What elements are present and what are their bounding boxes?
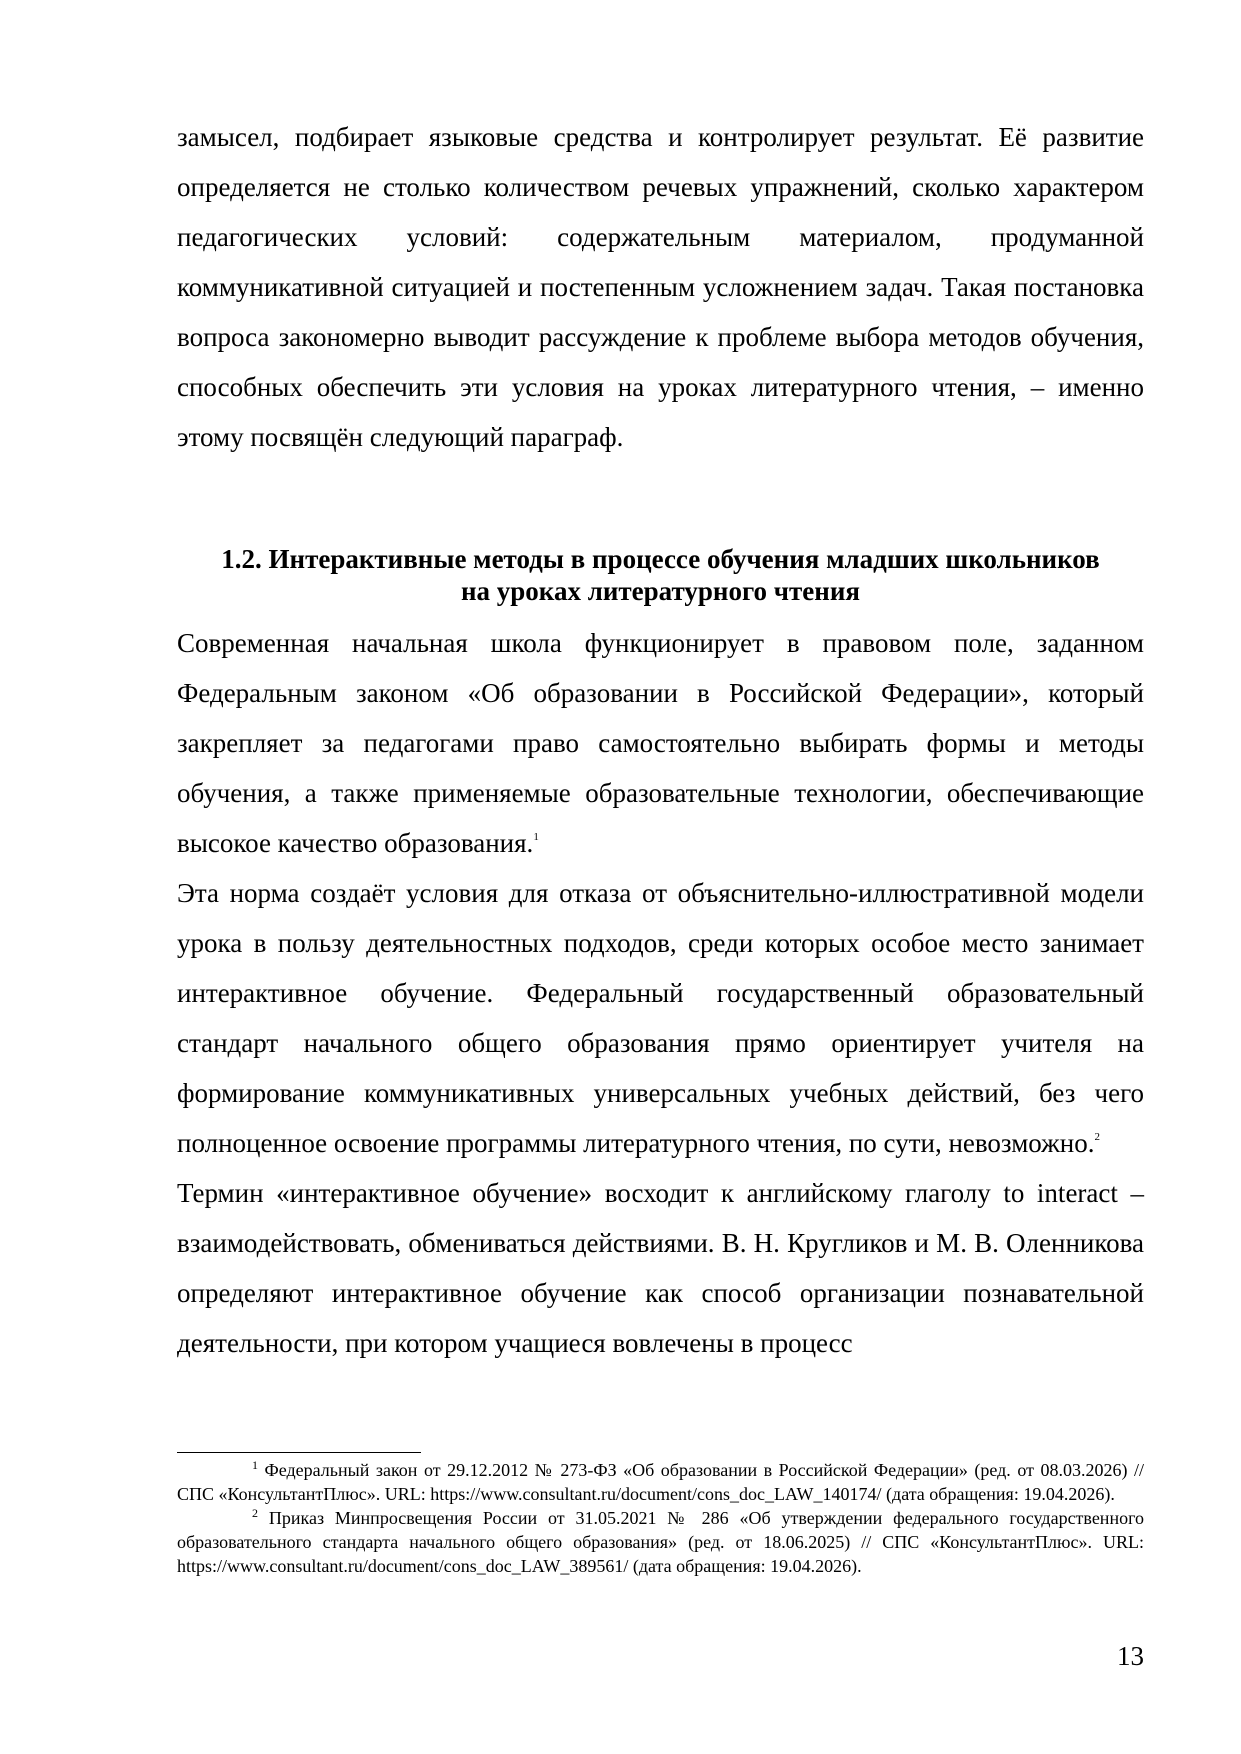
footnote-number: 1: [252, 1458, 258, 1472]
footnote-item: [177, 1458, 1144, 1506]
section-heading: [177, 543, 1144, 607]
paragraph-fgos: [177, 868, 1144, 1168]
paragraph-term-definition: [177, 1168, 1144, 1368]
footnotes: [177, 1458, 1144, 1578]
footnote-item: [177, 1506, 1144, 1578]
paragraph-continued: замысел, подбирает языковые средства и контролирует результат. Её развитие определяется не столько количеством речевых упражнений, сколько характером педагогических условий: содержательным материалом, продуманной коммуникативной ситуацией и постепенным усложнением задач. Такая постановка вопроса закономерно выводит рассуждение к проблеме выбора методов обучения, способных обеспечить эти условия на уроках литературного чтения, – именно этому посвящён следующий параграф.: [177, 122, 1144, 452]
section-heading-line-1: 1.2. Интерактивные методы в процессе обучения младших школьников: [221, 544, 1100, 574]
footnote-number: 2: [252, 1506, 258, 1520]
section-heading-line-2: на уроках литературного чтения: [460, 576, 860, 606]
footnote-text: Приказ Минпросвещения России от 31.05.2021 № 286 «Об утверждении федерального государственного образовательного стандарта начального общего образования» (ред. от 18.06.2025) // СПС «КонсультантПлюс». URL: https://www.consultant.ru/document/cons_doc_LAW_389561/ (дата обращения: 19.04.2026).: [177, 1508, 1145, 1576]
footnote-reference[interactable]: 2: [1094, 1131, 1100, 1143]
footnote-text: Федеральный закон от 29.12.2012 № 273-ФЗ «Об образовании в Российской Федерации» (ред. от 08.03.2026) // СПС «КонсультантПлюс». URL: https://www.consultant.ru/document/cons_doc_LAW_140174/ (дата обращения: 19.04.2026).: [177, 1460, 1145, 1504]
paragraph-legal-basis: [177, 618, 1144, 868]
page-number: 13: [1117, 1641, 1144, 1671]
section-body: [177, 618, 1144, 1368]
paragraph-text: Эта норма создаёт условия для отказа от объяснительно-иллюстративной модели урока в пользу деятельностных подходов, среди которых особое место занимает интерактивное обучение. Федеральный государственный образовательный стандарт начального общего образования прямо ориентирует учителя на формирование коммуникативных универсальных учебных действий, без чего полноценное освоение программы литературного чтения, по сути, невозможно.: [177, 878, 1144, 1158]
footnote-reference[interactable]: 1: [533, 831, 539, 843]
paragraph-text: Современная начальная школа функционирует в правовом поле, заданном Федеральным законом «Об образовании в Российской Федерации», который закрепляет за педагогами право самостоятельно выбирать формы и методы обучения, а также применяемые образовательные технологии, обеспечивающие высокое качество образования.: [177, 628, 1144, 858]
footnote-separator: [177, 1452, 421, 1453]
paragraph-text: Термин «интерактивное обучение» восходит к английскому глаголу to interact – взаимодействовать, обмениваться действиями. В. Н. Кругликов и М. В. Оленникова определяют интерактивное обучение как способ организации познавательной деятельности, при котором учащиеся вовлечены в процесс: [177, 1178, 1144, 1358]
